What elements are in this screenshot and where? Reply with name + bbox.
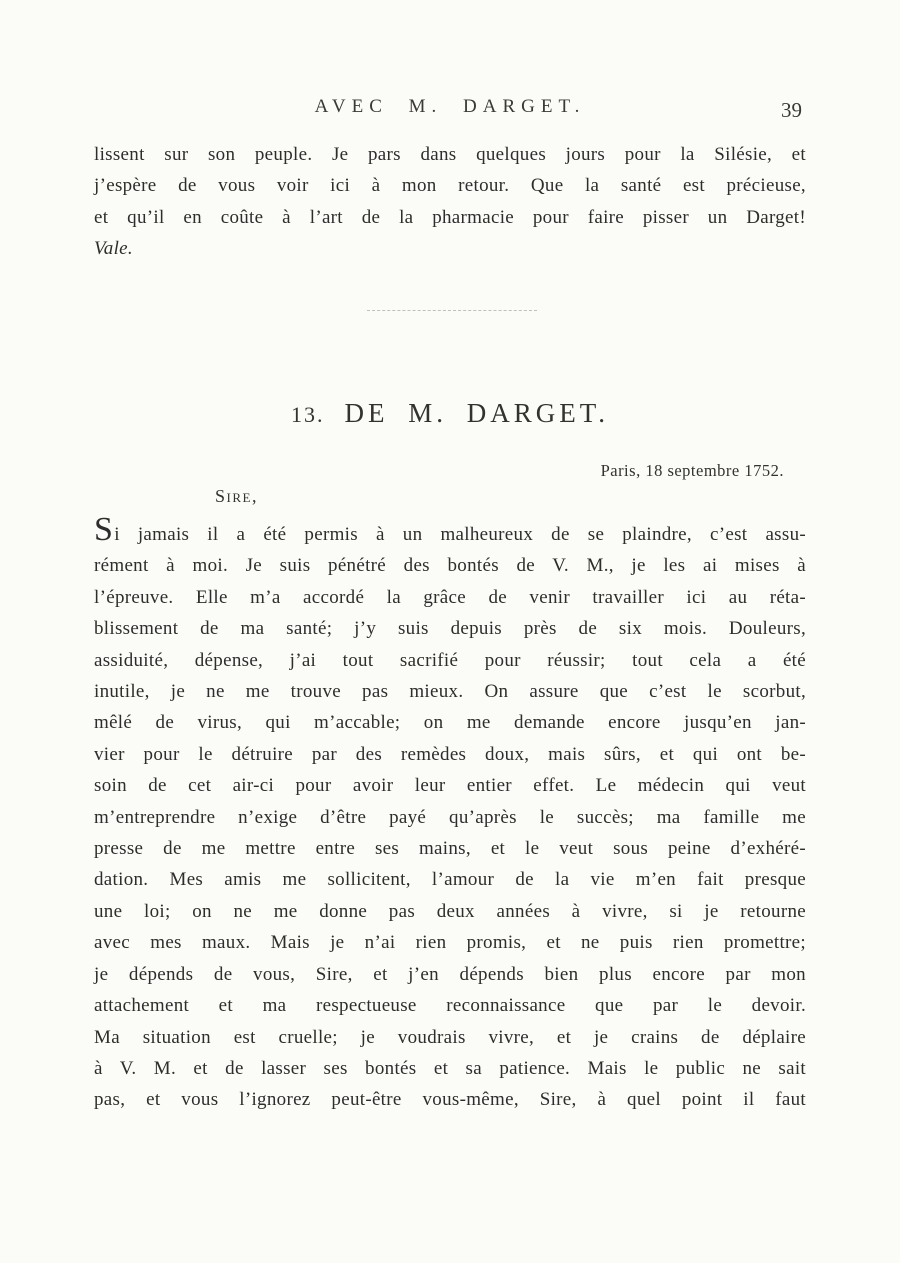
text-line: Ma situation est cruelle; je voudrais vivre, et je crains de déplaire (94, 1026, 806, 1048)
page-number: 39 (781, 98, 802, 122)
closing-paragraph (94, 139, 806, 265)
text-line: pas, et vous l’ignorez peut-être vous-même, Sire, à quel point il faut (94, 1089, 806, 1111)
text-line: dation. Mes amis me sollicitent, l’amour de la vie m’en fait presque (94, 869, 806, 891)
text-line: une loi; on ne me donne pas deux années à vivre, si je retourne (94, 900, 806, 922)
text-line: à V. M. et de lasser ses bontés et sa patience. Mais le public ne sait (94, 1057, 806, 1079)
running-header (0, 96, 900, 118)
text-line: assiduité, dépense, j’ai tout sacrifié pour réussir; tout cela a été (94, 649, 806, 671)
text-line: vier pour le détruire par des remèdes doux, mais sûrs, et qui ont be- (94, 743, 806, 765)
initial-capital: S (94, 511, 114, 548)
text-line: inutile, je ne me trouve pas mieux. On assure que c’est le scorbut, (94, 681, 806, 703)
text-line: et qu’il en coûte à l’art de la pharmacie pour faire pisser un Darget! (94, 206, 806, 228)
text-line: soin de cet air-ci pour avoir leur entier effet. Le médecin qui veut (94, 775, 806, 797)
section-number: 13. (291, 402, 325, 427)
running-header-title: AVEC M. DARGET. (314, 96, 586, 117)
text-line-vale: Vale. (94, 238, 133, 260)
text-line: j’espère de vous voir ici à mon retour. Que la santé est précieuse, (94, 175, 806, 197)
text-line-first (94, 511, 806, 550)
salutation: Sire, (215, 486, 258, 506)
text-line: avec mes maux. Mais je n’ai rien promis, et ne puis rien promettre; (94, 932, 806, 954)
section-title: DE M. DARGET. (344, 398, 609, 428)
text-line: attachement et ma respectueuse reconnaissance que par le devoir. (94, 995, 806, 1017)
text-line: mêlé de virus, qui m’accable; on me demande encore jusqu’en jan- (94, 712, 806, 734)
dateline: Paris, 18 septembre 1752. (600, 461, 784, 480)
letter-body (94, 511, 806, 1116)
text-line: l’épreuve. Elle m’a accordé la grâce de venir travailler ici au réta- (94, 586, 806, 608)
section-divider (367, 310, 537, 311)
text-line: lissent sur son peuple. Je pars dans quelques jours pour la Silésie, et (94, 144, 806, 165)
text-line: je dépends de vous, Sire, et j’en dépends bien plus encore par mon (94, 963, 806, 985)
text-line: presse de me mettre entre ses mains, et le veut sous peine d’exhéré- (94, 838, 806, 860)
text-line: rément à moi. Je suis pénétré des bontés de V. M., je les ai mises à (94, 555, 806, 577)
first-line-text: i jamais il a été permis à un malheureux de se plaindre, c’est assu- (114, 524, 806, 545)
text-line: blissement de ma santé; j’y suis depuis près de six mois. Douleurs, (94, 618, 806, 640)
section-heading (0, 398, 900, 429)
text-line: m’entreprendre n’exige d’être payé qu’après le succès; ma famille me (94, 806, 806, 828)
